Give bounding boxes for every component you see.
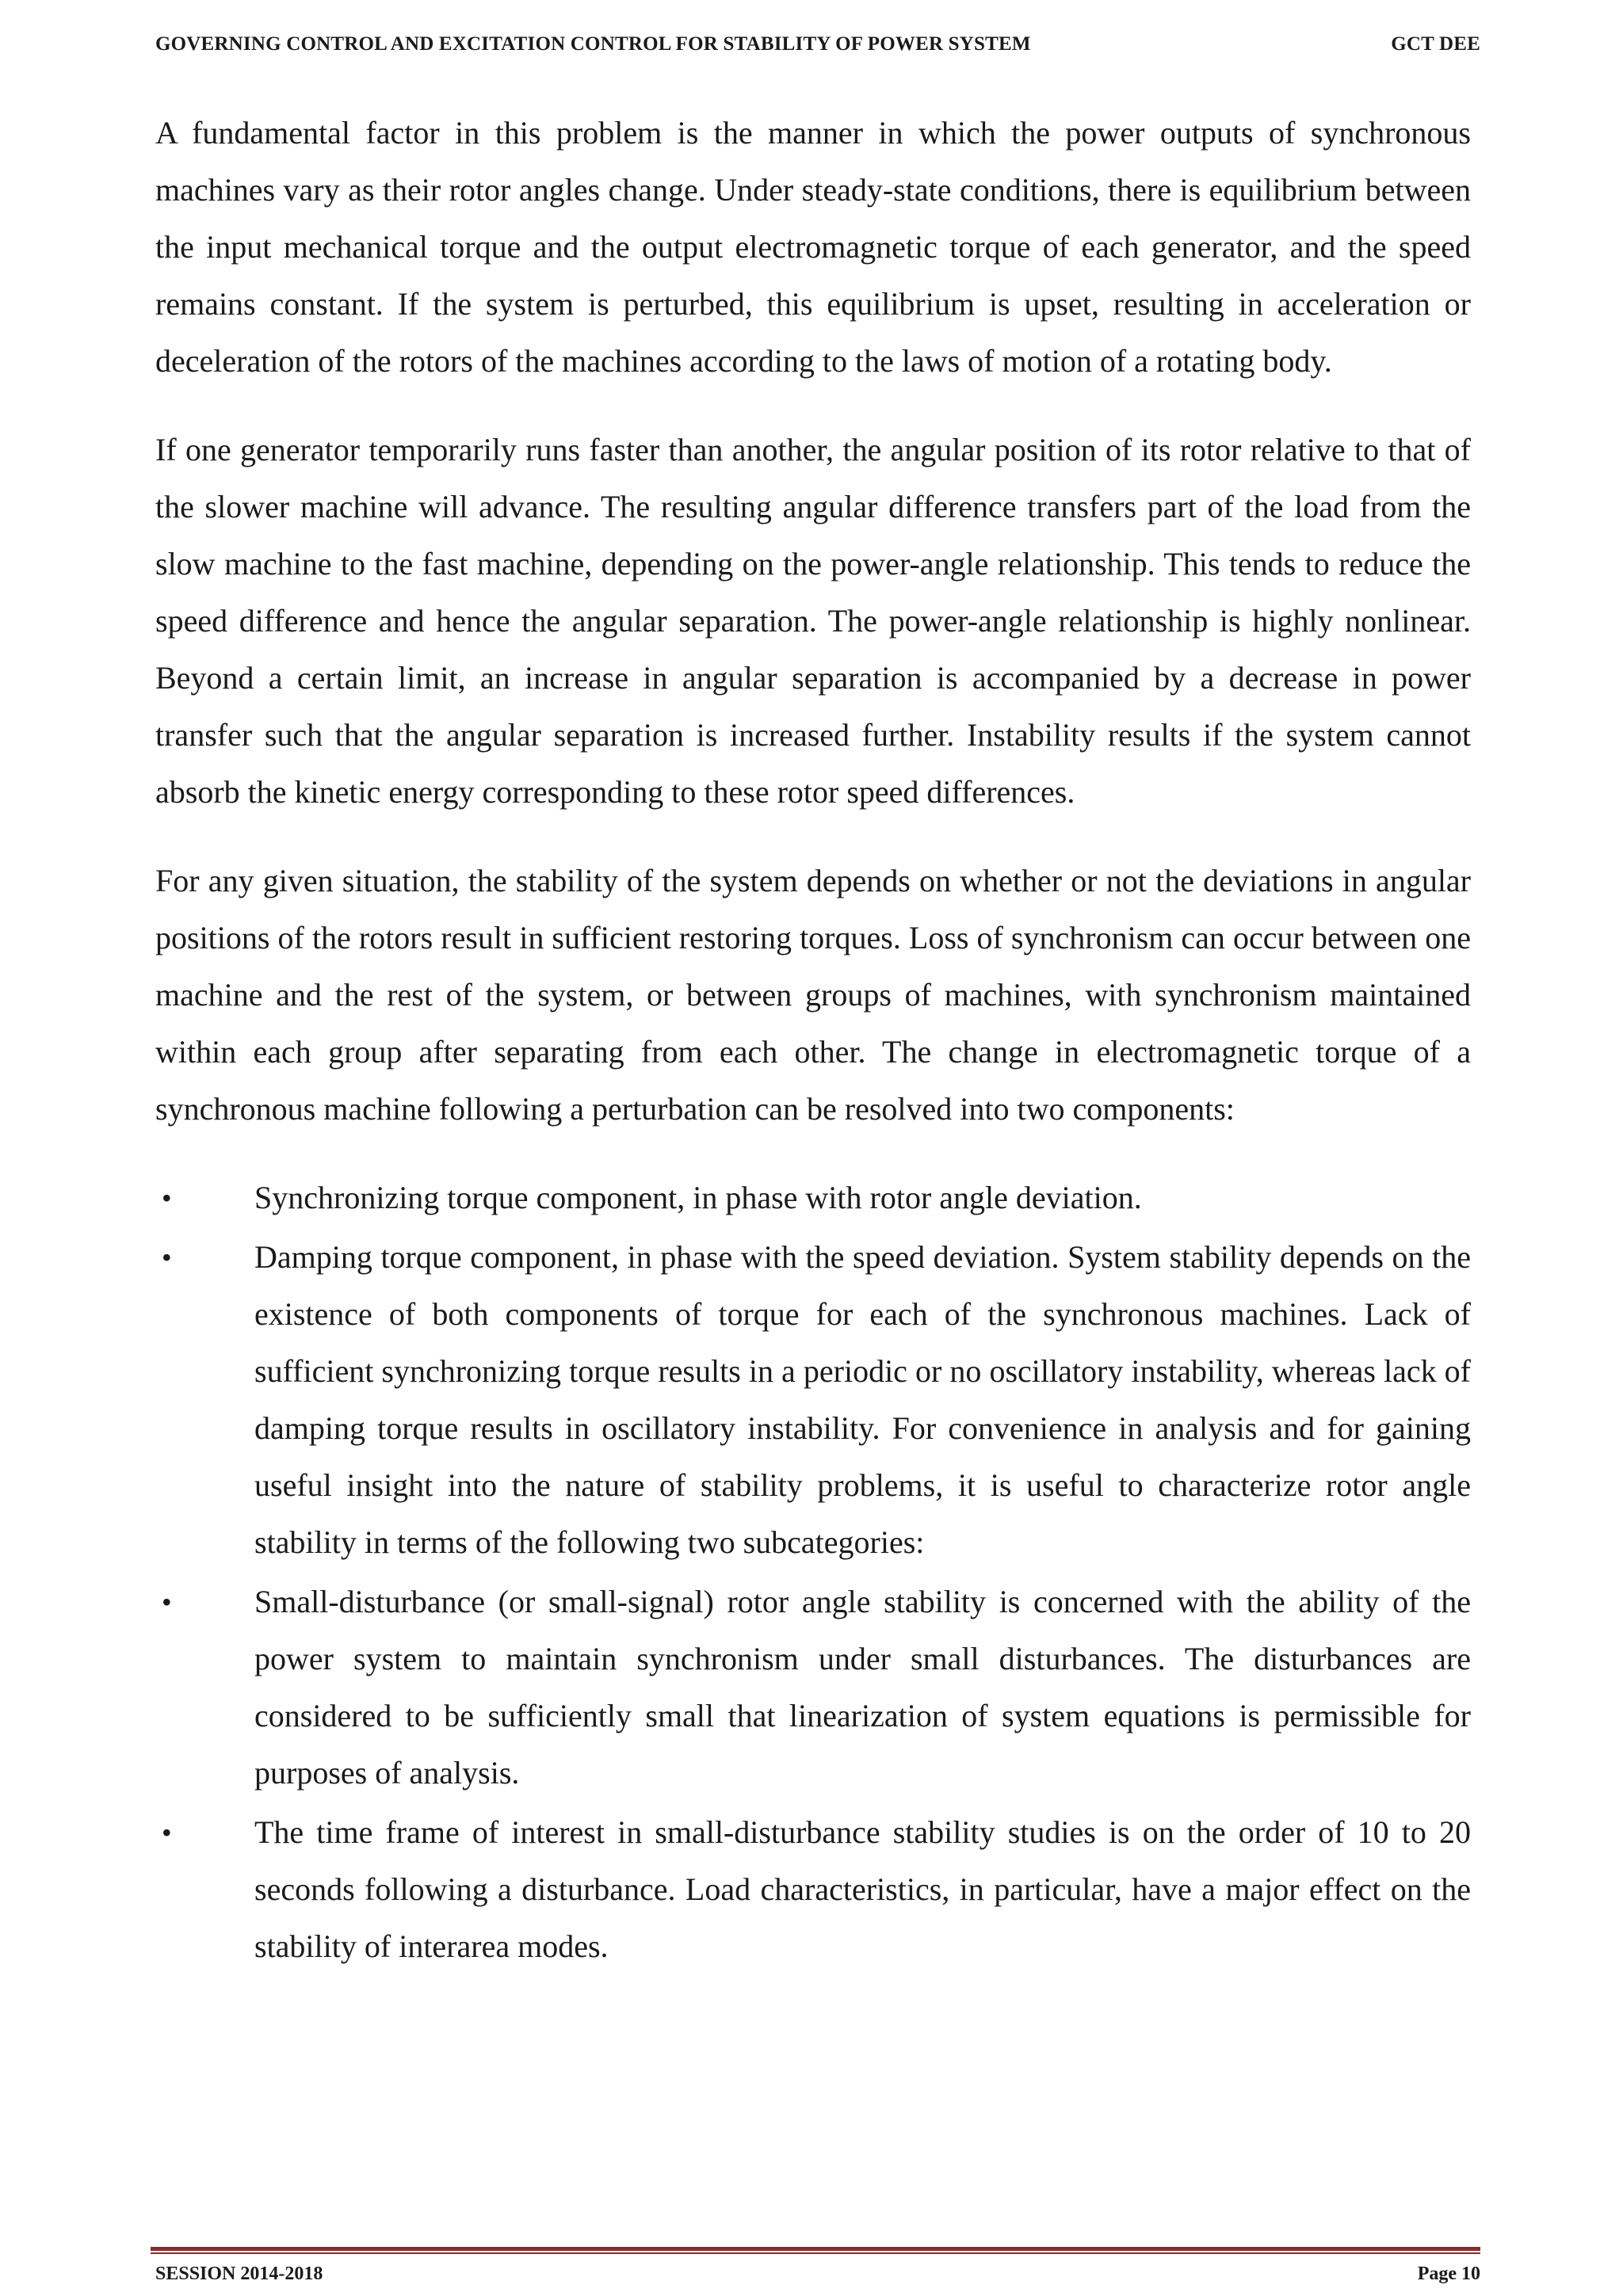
list-item — [155, 1804, 1471, 1975]
list-item — [155, 1169, 1471, 1226]
list-item-text: Small-disturbance (or small-signal) rotor angle stability is concerned with the ability of the power system to maintain synchronism under small disturbances. The disturbances are considered to be sufficiently small that linearization of system equations is permissible for purposes of analysis. — [254, 1584, 1471, 1791]
list-item-text: The time frame of interest in small-disturbance stability studies is on the order of 10 to 20 seconds following a disturbance. Load characteristics, in particular, have a major effect on the stability of interarea modes. — [254, 1814, 1471, 1964]
bullet-icon: • — [162, 1182, 172, 1214]
footer-divider — [151, 2247, 1480, 2255]
paragraph-restoring-torques: For any given situation, the stability of the system depends on whether or not the deviations in angular positions of the rotors result in sufficient restoring torques. Loss of synchronism can occur between one machine and the rest of the system, or between groups of machines, with synchronism maintained within each group after separating from each other. The change in electromagnetic torque of a synchronous machine following a perturbation can be resolved into two components: — [155, 863, 1471, 1127]
department-label: GCT DEE — [1391, 33, 1480, 55]
page-body — [155, 105, 1471, 1978]
bullet-icon: • — [162, 1241, 172, 1273]
bullet-icon: • — [162, 1817, 172, 1848]
paragraph-generator-speed: If one generator temporarily runs faster than another, the angular position of its rotor relative to that of the slower machine will advance. The resulting angular difference transfers part of the load from the slow machine to the fast machine, depending on the power-angle relationship. This tends to reduce the speed difference and hence the angular separation. The power-angle relationship is highly nonlinear. Beyond a certain limit, an increase in angular separation is accompanied by a decrease in power transfer such that the angular separation is increased further. Instability results if the system cannot absorb the kinetic energy corresponding to these rotor speed differences. — [155, 432, 1471, 810]
torque-components-list — [155, 1169, 1471, 1975]
page-number: Page 10 — [1417, 2263, 1480, 2284]
list-item-text: Damping torque component, in phase with the speed deviation. System stability depends on the existence of both components of torque for each of the synchronous machines. Lack of sufficient synchronizing torque results in a periodic or no oscillatory instability, whereas lack of damping torque results in oscillatory instability. For convenience in analysis and for gaining useful insight into the nature of stability problems, it is useful to characterize rotor angle stability in terms of the following two subcategories: — [254, 1239, 1471, 1560]
bullet-icon: • — [162, 1586, 172, 1618]
document-title: GOVERNING CONTROL AND EXCITATION CONTROL FOR STABILITY OF POWER SYSTEM — [155, 33, 1031, 55]
session-label: SESSION 2014-2018 — [155, 2263, 323, 2284]
list-item — [155, 1573, 1471, 1802]
list-item — [155, 1229, 1471, 1571]
list-item-text: Synchronizing torque component, in phase with rotor angle deviation. — [254, 1180, 1142, 1215]
paragraph-rotor-angle: A fundamental factor in this problem is the manner in which the power outputs of synchronous machines vary as their rotor angles change. Under steady-state conditions, there is equilibrium between the input mechanical torque and the output electromagnetic torque of each generator, and the speed remains constant. If the system is perturbed, this equilibrium is upset, resulting in acceleration or deceleration of the rotors of the machines according to the laws of motion of a rotating body. — [155, 115, 1471, 379]
page-header — [155, 29, 1480, 60]
page-footer — [155, 2260, 1480, 2288]
